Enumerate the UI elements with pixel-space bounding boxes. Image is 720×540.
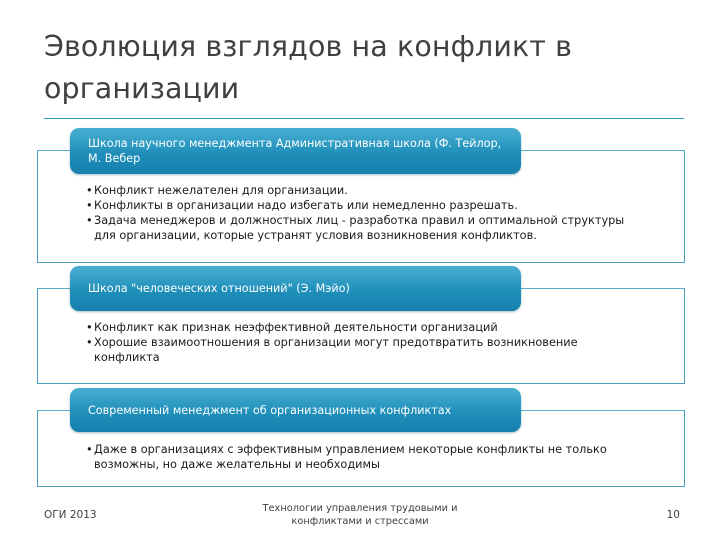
section-bullets-3 (86, 442, 646, 472)
section-bullets-1 (86, 183, 646, 243)
bullet-item: • Конфликт нежелателен для организации. (86, 183, 646, 198)
page-number: 10 (666, 509, 680, 521)
bullet-item: • Конфликт как признак неэффективной деятельности организаций (86, 320, 646, 335)
section-header-3 (70, 388, 521, 432)
section-header-1 (70, 128, 521, 174)
bullet-item: • Задача менеджеров и должностных лиц - разработка правил и оптимальной структуры для организации, которые устранят условия возникновения конфликтов. (86, 213, 646, 243)
footer-left-text: ОГИ 2013 (44, 509, 97, 521)
bullet-item: • Конфликты в организации надо избегать или немедленно разрешать. (86, 198, 646, 213)
section-header-text-2: Школа "человеческих отношений" (Э. Мэйо) (88, 282, 350, 295)
bullet-item: • Хорошие взаимоотношения в организации могут предотвратить возникновение конфликта (86, 335, 646, 365)
section-header-text-1: Школа научного менеджмента Административная школа (Ф. Тейлор, М. Вебер (88, 137, 502, 165)
footer-center-text: Технологии управления трудовыми и конфликтами и стрессами (262, 503, 458, 527)
slide-title: Эволюция взглядов на конфликт в организации (44, 30, 573, 105)
section-header-2 (70, 266, 521, 311)
bullet-item: • Даже в организациях с эффективным управлением некоторые конфликты не только возможны, но даже желательны и необходимы (86, 442, 646, 472)
section-bullets-2 (86, 320, 646, 365)
section-header-text-3: Современный менеджмент об организационных конфликтах (88, 403, 452, 417)
title-divider (44, 118, 684, 119)
